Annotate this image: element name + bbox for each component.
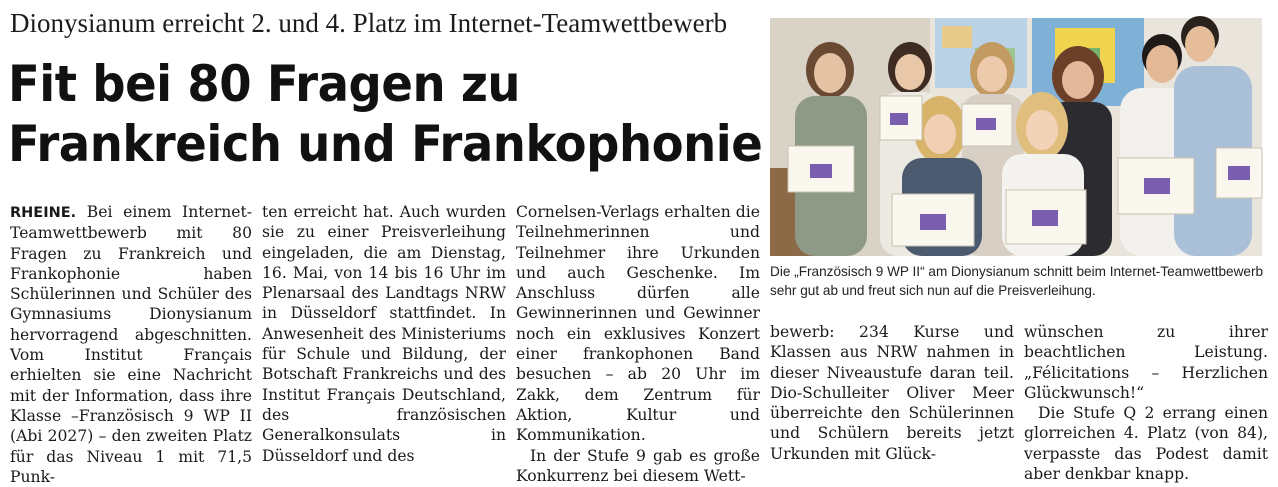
column-5-paragraph-2: Die Stufe Q 2 errang einen glorreichen 4. Platz (von 84), verpasste das Podest damit aber denkbar knapp. [1024, 404, 1268, 484]
body-column-4 [770, 322, 1014, 470]
body-column-1 [10, 202, 252, 486]
column-4-text: bewerb: 234 Kurse und Klassen aus NRW nahmen in dieser Niveaustufe daran teil. Dio-Schulleiter Oliver Meer überreichte den Schülerinnen und Schülern bereits jetzt Urkunden mit Glück- [770, 323, 1014, 463]
photo-caption: Die „Französisch 9 WP II“ am Dionysianum schnitt beim Internet-Teamwettbewerb sehr gut ab und freut sich nun auf die Preisverleihung. [770, 264, 1264, 298]
photo-illustration [770, 18, 1262, 256]
headline-line-2: Frankreich und Frankophonie [8, 115, 763, 173]
body-column-3 [516, 202, 760, 485]
article-headline [8, 54, 763, 174]
body-column-5 [1024, 322, 1268, 484]
column-2-text: ten erreicht hat. Auch wurden sie zu einer Preisverleihung eingeladen, die am Dienstag, 16. Mai, von 14 bis 16 Uhr im Plenarsaal des Landtags NRW in Düsseldorf stattfindet. In Anwesenheit des Ministeriums für Schule und Bildung, der Botschaft Frankreichs und des Institut Français Deutschland, des französischen Generalkonsulats in Düsseldorf und des [262, 203, 506, 465]
column-1-text: Bei einem Internet-Teamwettbewerb mit 80 Fragen zu Frankreich und Frankophonie haben Schülerinnen und Schüler des Gymnasiums Dionysianum hervorragend abgeschnitten. Vom Institut Français erhielten sie eine Nachricht mit der Information, dass ihre Klasse –Französisch 9 WP II (Abi 2027) – den zweiten Platz für das Niveau 1 mit 71,5 Punk- [10, 203, 252, 486]
article-kicker: Dionysianum erreicht 2. und 4. Platz im Internet-Teamwettbewerb [10, 8, 728, 38]
group-photo [770, 18, 1262, 256]
column-3-paragraph-2: In der Stufe 9 gab es große Konkurrenz bei diesem Wett- [516, 446, 760, 485]
headline-line-1: Fit bei 80 Fragen zu [8, 55, 521, 113]
column-5-paragraph-1: wünschen zu ihrer beachtlichen Leistung. „Félicitations – Herzlichen Glückwunsch!“ [1024, 323, 1268, 402]
body-column-2 [262, 202, 506, 470]
column-3-paragraph-1: Cornelsen-Verlags erhalten die Teilnehmerinnen und Teilnehmer ihre Urkunden und auch Geschenke. Im Anschluss dürfen alle Gewinnerinnen und Gewinner noch ein exklusives Konzert einer frankophonen Band besuchen – ab 20 Uhr im Zakk, dem Zentrum für Aktion, Kultur und Kommunikation. [516, 203, 760, 445]
dateline: RHEINE. [10, 205, 77, 221]
